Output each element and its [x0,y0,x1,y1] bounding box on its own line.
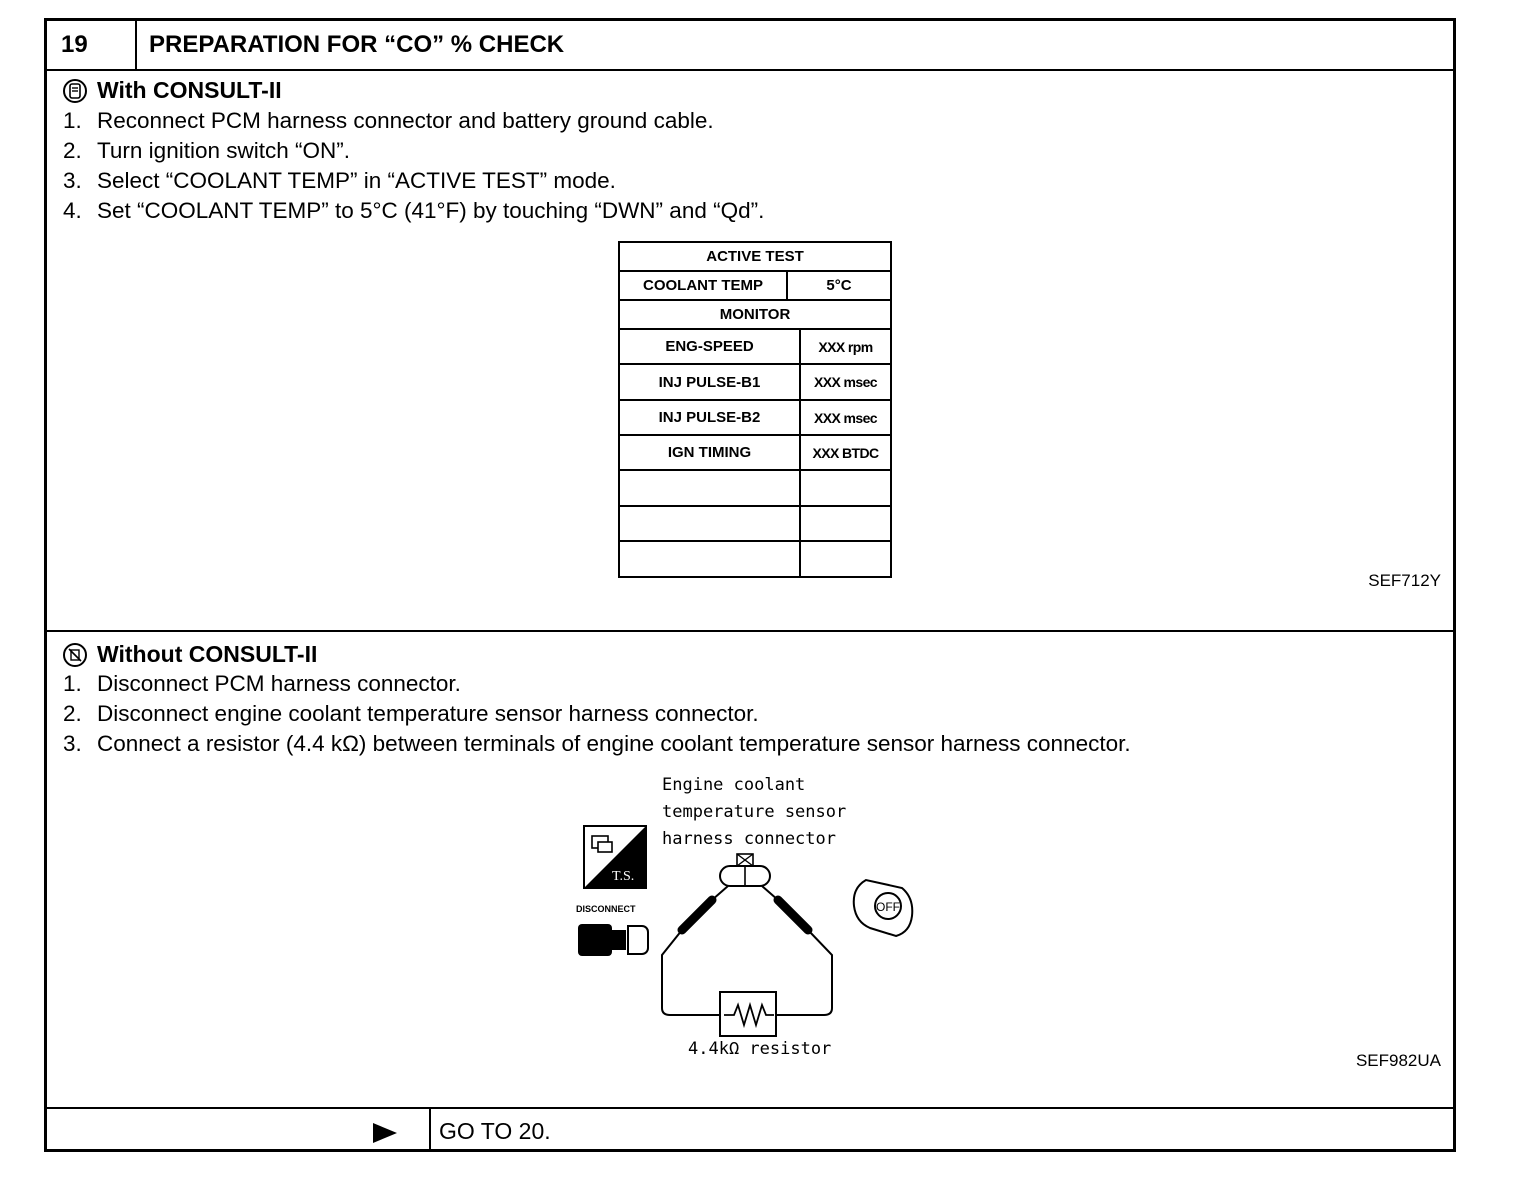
goto-next-step: GO TO 20. [439,1118,551,1144]
resistor-label: 4.4kΩ resistor [688,1039,832,1059]
monitor-item-name: INJ PULSE-B2 [620,401,801,434]
table-row [620,243,890,272]
list-item: 2. Turn ignition switch “ON”. [63,138,350,163]
with-consult-steps [63,106,764,226]
figure-ref-sef982ua: SEF982UA [1355,1051,1441,1070]
table-row [620,301,890,330]
without-consult-label: Without CONSULT-II [97,641,318,667]
table-row-empty [620,507,890,542]
arrow-right-icon [371,1121,399,1145]
monitor-item-name: ENG-SPEED [620,330,801,363]
table-row-empty [620,471,890,507]
list-item: 3. Connect a resistor (4.4 kΩ) between terminals of engine coolant temperature sensor harness connector. [63,731,1131,756]
resistor-connection-diagram [570,820,930,1040]
monitor-item-value: XXX BTDC [812,444,879,461]
ts-icon [584,826,646,888]
header-divider [47,69,1453,71]
without-consult-heading [63,641,317,668]
list-item: 1. Reconnect PCM harness connector and battery ground cable. [63,108,714,133]
table-row [620,272,890,301]
monitor-item-value: XXX rpm [818,338,873,355]
coolant-temp-label: COOLANT TEMP [620,272,788,299]
disconnect-label: DISCONNECT [576,904,636,914]
monitor-item-name: INJ PULSE-B1 [620,365,801,399]
table-row [620,330,890,365]
footer-cell-divider [429,1109,431,1149]
list-item: 2. Disconnect engine coolant temperature sensor harness connector. [63,701,759,726]
table-row [620,436,890,471]
figure-ref-sef712y: SEF712Y [1368,571,1441,590]
table-row [620,365,890,401]
disconnect-icon [576,904,648,956]
active-test-title: ACTIVE TEST [706,248,804,265]
connector-label: Engine coolant temperature sensor harness connector [662,775,847,849]
resistor-icon [720,992,776,1036]
ts-label: T.S. [612,869,635,884]
monitor-item-value: XXX msec [814,374,877,390]
step-number: 19 [47,21,137,69]
coolant-temp-value: 5°C [826,277,852,294]
list-item: 3. Select “COOLANT TEMP” in “ACTIVE TEST” mode. [63,168,616,193]
list-item: 1. Disconnect PCM harness connector. [63,671,461,696]
ignition-off-icon [854,880,913,936]
consult-mode-icon [63,79,87,103]
sensor-connector [720,854,770,886]
table-row [620,401,890,436]
section-divider [47,630,1453,632]
monitor-title: MONITOR [719,306,791,323]
with-consult-label: With CONSULT-II [97,77,282,103]
with-consult-heading [63,77,282,104]
list-item: 4. Set “COOLANT TEMP” to 5°C (41°F) by touching “DWN” and “Qd”. [63,198,765,223]
without-consult-steps [63,669,1131,759]
no-tools-mode-icon [63,643,87,667]
off-label: OFF [876,900,900,914]
monitor-item-name: IGN TIMING [620,436,801,469]
monitor-item-value: XXX msec [814,409,877,426]
page-title: PREPARATION FOR “CO” % CHECK [149,31,565,58]
footer-row [47,1109,1453,1149]
active-test-table [618,241,892,578]
table-row-empty [620,542,890,576]
